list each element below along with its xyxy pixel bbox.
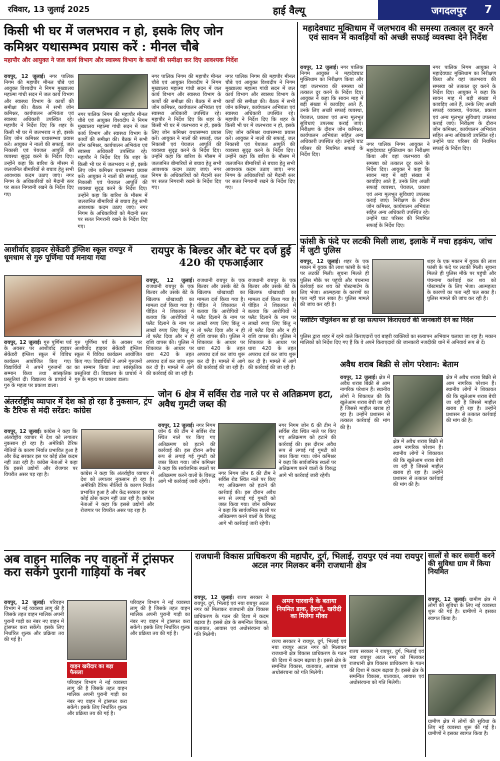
vehicle-headline: अब वाहन मालिक नए वाहनों में ट्रांसफर करा सकेंगे पुरानी गाड़ियों के नंबर	[4, 552, 174, 580]
lead-story	[4, 24, 295, 242]
divider-horizontal-4	[300, 316, 496, 317]
section-banner	[378, 0, 500, 20]
congress-story	[4, 398, 154, 548]
builder-dateline: रायपुर, 12 जुलाई।	[146, 278, 194, 284]
school-dateline: रायपुर, 12 जुलाई।	[4, 340, 42, 346]
mahadevghat-story	[300, 24, 496, 234]
mahadevghat-body: नगर पालिक निगम आयुक्त ने महादेवघाट मुक्तिधाम का निरीक्षण किया और वहां जलभराव की समस्या को तत्काल दूर करने के निर्देश दिए। आयुक्त ने कहा कि सावन माह में बड़ी संख्या में कावड़िए आते हैं, उनके लिए अच्छी सफाई व्यवस्था, पेयजल, प्रकाश एवं अन्य मूलभूत सुविधाएं उपलब्ध कराई जाएं। निरीक्षण के दौरान जोन कमिश्नर, कार्यपालन अभियंता सहित अन्य अधिकारी उपस्थित रहे। उन्होंने घाट परिसर की नियमित सफाई के निर्देश दिए।	[300, 65, 364, 158]
capital-region-body: रायपुर, 12 जुलाई। राज्य सरकार ने रायपुर, दुर्ग, भिलाई एवं नया रायपुर अटल नगर को मिलाकर राजधानी क्षेत्र विकास प्राधिकरण के गठन की दिशा में कदम बढ़ाया है। इससे क्षेत्र के समन्वित विकास, यातायात, आवास एवं अधोसंरचना को गति मिलेगी।	[194, 595, 269, 639]
vehicle-story	[4, 553, 190, 757]
hanging-body: रायपुर, 12 जुलाई। शहर के एक मकान में युवक की लाश फांसी के फंदे पर लटकी मिली। सूचना मिलते ही पुलिस मौके पर पहुंची और पंचनामा कार्रवाई कर शव को पोस्टमार्टम के लिए भेजा। आत्महत्या के कारणों का पता नहीं चल सका है। पुलिस मामले की जांच कर रही है।	[300, 259, 369, 309]
builder-headline: रायपुर के बिल्डर और बेटे पर दर्ज हुई 420 की एफआईआर	[150, 245, 292, 269]
encroachment-body-col3: नगर निगम जोन 6 की टीम ने सर्विस रोड स्थित नाले पर किए गए अतिक्रमण को हटाने की कार्रवाई की। इस दौरान अवैध रूप से लगाई गई गुमटी को जब्त किया गया। जोन कमिश्नर ने कहा कि सार्वजनिक स्थलों पर अतिक्रमण करने वालों के विरुद्ध आगे भी कार्रवाई जारी रहेगी।	[278, 423, 336, 479]
school-story	[4, 246, 142, 396]
liquor-dateline: रायपुर, 12 जुलाई।	[340, 375, 377, 381]
congress-dateline: रायपुर, 12 जुलाई।	[4, 429, 42, 435]
lead-headline-2: कमिश्नर यथासम्भव प्रयास करें : मीनल चौबे	[4, 38, 199, 54]
vehicle-photo	[67, 600, 127, 660]
lead-dateline: रायपुर, 12 जुलाई।	[4, 73, 46, 80]
lead-body-col2: नगर पालिक निगम की महापौर मीनल चौबे एवं आयुक्त विश्वदीप ने निगम मुख्यालय महात्मा गांधी सदन में जल कार्य विभाग और स्वास्थ्य विभाग के कार्यों की समीक्षा की। बैठक में सभी जोन कमिश्नर, कार्यपालन अभियंता एवं स्वास्थ्य अधिकारी उपस्थित रहे। महापौर ने निर्देश दिए कि शहर के किसी भी घर में जलभराव न हो, इसके लिए जोन कमिश्नर यथासम्भव प्रयास करें। आयुक्त ने नालों की सफाई, जल निकासी एवं पेयजल आपूर्ति की व्यवस्था सुदृढ़ करने के निर्देश दिए। उन्होंने कहा कि बारिश के मौसम में जलजनित बीमारियों से बचाव हेतु सभी आवश्यक कदम उठाए जाएं। नगर निगम के अधिकारियों को मैदानी स्तर पर सतत निगरानी रखने के निर्देश दिए गए।	[77, 111, 148, 230]
verification-body: पुलिस द्वारा शहर में रहने वाले किराएदारों एवं बाहरी व्यक्तियों का सत्यापन अभियान चलाया जा रहा है। मकान मालिकों को निर्देश दिए गए हैं कि वे अपने किराएदारों की जानकारी नजदीकी थाने में अनिवार्य रूप से दें।	[300, 334, 496, 347]
capital-region-headline: राजधानी विकास प्राधिकरण की महापौर, दुर्ग, भिलाई, रायपुर एवं नया रायपुर अटल नगर मिलकर बनेंगे राजधानी क्षेत्र	[195, 551, 423, 571]
capital-region-body-col3: राज्य सरकार ने रायपुर, दुर्ग, भिलाई एवं नया रायपुर अटल नगर को मिलाकर राजधानी क्षेत्र विकास प्राधिकरण के गठन की दिशा में कदम बढ़ाया है। इससे क्षेत्र के समन्वित विकास, यातायात, आवास एवं अधोसंरचना को गति मिलेगी।	[349, 649, 425, 687]
verification-headline: फ्लोटिंग पॉपुलेशन का हो रहा सत्यापन किराएदारों की जानकारी देने का निर्देश	[300, 317, 474, 324]
masthead	[0, 0, 500, 20]
mahadevghat-photo	[366, 65, 429, 139]
mahadevghat-body-col1	[300, 65, 363, 233]
liquor-body: रायपुर, 12 जुलाई। क्षेत्र में अवैध शराब बिक्री से आम नागरिक परेशान हैं। स्थानीय लोगों ने शिकायत की कि खुलेआम शराब बेची जा रही है जिससे माहौल खराब हो रहा है। उन्होंने प्रशासन से तत्काल कार्रवाई की मांग की है।	[340, 375, 390, 431]
lead-headline-1: किसी भी घर में जलभराव न हो, इसके लिए जोन	[4, 23, 224, 38]
issue-date: रविवार, 13 जुलाई 2025	[8, 5, 90, 14]
village-body: रायपुर, 12 जुलाई। ग्रामीण क्षेत्र में लोगों की सुविधा के लिए नई व्यवस्था शुरू की गई है। ग्रामीणों ने इसका स्वागत किया है।	[428, 597, 497, 622]
hanging-dateline: रायपुर, 12 जुलाई।	[300, 259, 340, 265]
builder-body-col2: राजधानी रायपुर के एक बिल्डर और उसके बेटे के खिलाफ धोखाधड़ी का मामला दर्ज किया गया है। पीड़ित ने शिकायत में बताया कि आरोपियों ने फ्लैट दिलाने के नाम पर लाखों रुपए लिए किंतु न तो फ्लैट दिया और न ही राशि वापस की। पुलिस ने शिकायत के आधार पर धारा 420 के तहत अपराध दर्ज कर जांच शुरू कर दी है। मामले में आगे की कार्रवाई की जा रही है।	[197, 278, 245, 371]
liquor-body-col2: क्षेत्र में अवैध शराब बिक्री से आम नागरिक परेशान हैं। स्थानीय लोगों ने शिकायत की कि खुलेआम शराब बेची जा रही है जिससे माहौल खराब हो रहा है। उन्होंने प्रशासन से तत्काल कार्रवाई की मांग की है।	[393, 439, 443, 489]
hanging-story	[300, 237, 496, 315]
lead-body: नगर पालिक निगम की महापौर मीनल चौबे एवं आयुक्त विश्वदीप ने निगम मुख्यालय महात्मा गांधी सदन में जल कार्य विभाग और स्वास्थ्य विभाग के कार्यों की समीक्षा की। बैठक में सभी जोन कमिश्नर, कार्यपालन अभियंता एवं स्वास्थ्य अधिकारी उपस्थित रहे। महापौर ने निर्देश दिए कि शहर के किसी भी घर में जलभराव न हो, इसके लिए जोन कमिश्नर यथासम्भव प्रयास करें। आयुक्त ने नालों की सफाई, जल निकासी एवं पेयजल आपूर्ति की व्यवस्था सुदृढ़ करने के निर्देश दिए। उन्होंने कहा कि बारिश के मौसम में जलजनित बीमारियों से बचाव हेतु सभी आवश्यक कदम उठाए जाएं। नगर निगम के अधिकारियों को मैदानी स्तर पर सतत निगरानी रखने के निर्देश दिए गए।	[4, 73, 74, 198]
school-photo	[4, 275, 142, 337]
lead-subhead: महापौर और आयुक्त ने जल कार्य विभाग और स्वास्थ्य विभाग के कार्यों की समीक्षा कर दिए आवश्यक निर्देश	[4, 56, 238, 64]
mahadevghat-body-col3: नगर पालिक निगम आयुक्त ने महादेवघाट मुक्तिधाम का निरीक्षण किया और वहां जलभराव की समस्या को तत्काल दूर करने के निर्देश दिए। आयुक्त ने कहा कि सावन माह में बड़ी संख्या में कावड़िए आते हैं, उनके लिए अच्छी सफाई व्यवस्था, पेयजल, प्रकाश एवं अन्य मूलभूत सुविधाएं उपलब्ध कराई जाएं। निरीक्षण के दौरान जोन कमिश्नर, कार्यपालन अभियंता सहित अन्य अधिकारी उपस्थित रहे। उन्होंने घाट परिसर की नियमित सफाई के निर्देश दिए।	[432, 65, 496, 152]
liquor-story	[340, 360, 496, 548]
school-body: रायपुर, 12 जुलाई। गुरु पूर्णिमा पर्व के अवसर पर आशीर्वाद हाइयर सेकेंडरी इंग्लिश स्कूल में विविध कार्यक्रम आयोजित किए गए। विद्यार्थियों ने अपने गुरुजनों का सम्मान किया तथा सांस्कृतिक प्रस्तुतियां दीं। विद्यालय के प्राचार्य ने गुरु के महत्व पर प्रकाश डाला।	[4, 340, 72, 390]
vehicle-body: रायपुर, 12 जुलाई। परिवहन विभाग ने नई व्यवस्था लागू की है जिसके तहत वाहन मालिक अपनी पुरानी गाड़ी का नंबर नए वाहन में ट्रांसफर करा सकेंगे। इसके लिए निर्धारित शुल्क और प्रक्रिया तय की गई है।	[4, 600, 65, 644]
builder-body-col3: राजधानी रायपुर के एक बिल्डर और उसके बेटे के खिलाफ धोखाधड़ी का मामला दर्ज किया गया है। पीड़ित ने शिकायत में बताया कि आरोपियों ने फ्लैट दिलाने के नाम पर लाखों रुपए लिए किंतु न तो फ्लैट दिया और न ही राशि वापस की। पुलिस ने शिकायत के आधार पर धारा 420 के तहत अपराध दर्ज कर जांच शुरू कर दी है। मामले में आगे की कार्रवाई की जा रही है।	[248, 278, 296, 371]
vehicle-body-col3: परिवहन विभाग ने नई व्यवस्था लागू की है जिसके तहत वाहन मालिक अपनी पुरानी गाड़ी का नंबर नए वाहन में ट्रांसफर करा सकेंगे। इसके लिए निर्धारित शुल्क और प्रक्रिया तय की गई है।	[130, 600, 190, 638]
school-headline: आशीर्वाद हाइयर सेकेंडरी इंग्लिश स्कूल रायपुर में धूमधाम से गुरु पूर्णिमा पर्व मनाया गया	[4, 245, 133, 263]
city-section: जगदलपुर	[431, 5, 467, 17]
verification-story	[300, 318, 496, 356]
builder-body-col1: रायपुर, 12 जुलाई। राजधानी रायपुर के एक बिल्डर और उसके बेटे के खिलाफ धोखाधड़ी का मामला दर्ज किया गया है। पीड़ित ने शिकायत में बताया कि आरोपियों ने फ्लैट दिलाने के नाम पर लाखों रुपए लिए किंतु न तो फ्लैट दिया और न ही राशि वापस की। पुलिस ने शिकायत के आधार पर धारा 420 के तहत अपराध दर्ज कर जांच शुरू कर दी है। मामले में आगे की कार्रवाई की जा रही है।	[146, 278, 194, 378]
capital-region-body-col2: राज्य सरकार ने रायपुर, दुर्ग, भिलाई एवं नया रायपुर अटल नगर को मिलाकर राजधानी क्षेत्र विकास प्राधिकरण के गठन की दिशा में कदम बढ़ाया है। इससे क्षेत्र के समन्वित विकास, यातायात, आवास एवं अधोसंरचना को गति मिलेगी।	[271, 639, 347, 677]
divider-horizontal-1	[4, 244, 296, 245]
lead-body-col1	[4, 74, 74, 230]
village-story	[428, 552, 496, 757]
liquor-body-col3: क्षेत्र में अवैध शराब बिक्री से आम नागरिक परेशान हैं। स्थानीय लोगों ने शिकायत की कि खुलेआम शराब बेची जा रही है जिससे माहौल खराब हो रहा है। उन्होंने प्रशासन से तत्काल कार्रवाई की मांग की है।	[446, 375, 496, 425]
encroachment-body-col2: नगर निगम जोन 6 की टीम ने सर्विस रोड स्थित नाले पर किए गए अतिक्रमण को हटाने की कार्रवाई की। इस दौरान अवैध रूप से लगाई गई गुमटी को जब्त किया गया। जोन कमिश्नर ने कहा कि सार्वजनिक स्थलों पर अतिक्रमण करने वालों के विरुद्ध आगे भी कार्रवाई जारी रहेगी।	[218, 471, 276, 527]
congress-photo	[81, 429, 155, 469]
vehicle-tag: वाहन खरीदार का बड़ा फैसला	[67, 662, 127, 678]
village-photo	[428, 674, 496, 716]
vehicle-body-col2: परिवहन विभाग ने नई व्यवस्था लागू की है जिसके तहत वाहन मालिक अपनी पुरानी गाड़ी का नंबर नए वाहन में ट्रांसफर करा सकेंगे। इसके लिए निर्धारित शुल्क और प्रक्रिया तय की गई है।	[67, 680, 127, 718]
liquor-photo	[393, 375, 443, 437]
lead-body-col4: नगर पालिक निगम की महापौर मीनल चौबे एवं आयुक्त विश्वदीप ने निगम मुख्यालय महात्मा गांधी सदन में जल कार्य विभाग और स्वास्थ्य विभाग के कार्यों की समीक्षा की। बैठक में सभी जोन कमिश्नर, कार्यपालन अभियंता एवं स्वास्थ्य अधिकारी उपस्थित रहे। महापौर ने निर्देश दिए कि शहर के किसी भी घर में जलभराव न हो, इसके लिए जोन कमिश्नर यथासम्भव प्रयास करें। आयुक्त ने नालों की सफाई, जल निकासी एवं पेयजल आपूर्ति की व्यवस्था सुदृढ़ करने के निर्देश दिए। उन्होंने कहा कि बारिश के मौसम में जलजनित बीमारियों से बचाव हेतु सभी आवश्यक कदम उठाए जाएं। नगर निगम के अधिकारियों को मैदानी स्तर पर सतत निगरानी रखने के निर्देश दिए गए।	[225, 73, 295, 192]
congress-body-col2: कांग्रेस ने कहा कि अंतर्राष्ट्रीय व्यापार में देश को लगातार नुकसान हो रहा है। अमेरिकी टैरिफ नीतियों के कारण निर्यात प्रभावित हुआ है और केंद्र सरकार इस पर कोई ठोस कदम नहीं उठा रही है। कांग्रेस नेताओं ने कहा कि इससे उद्योगों और रोजगार पर विपरीत असर पड़ रहा है।	[80, 471, 154, 515]
mahadevghat-dateline: रायपुर, 12 जुलाई।	[300, 65, 339, 71]
mahadevghat-body-col2: नगर पालिक निगम आयुक्त ने महादेवघाट मुक्तिधाम का निरीक्षण किया और वहां जलभराव की समस्या को तत्काल दूर करने के निर्देश दिए। आयुक्त ने कहा कि सावन माह में बड़ी संख्या में कावड़िए आते हैं, उनके लिए अच्छी सफाई व्यवस्था, पेयजल, प्रकाश एवं अन्य मूलभूत सुविधाएं उपलब्ध कराई जाएं। निरीक्षण के दौरान जोन कमिश्नर, कार्यपालन अभियंता सहित अन्य अधिकारी उपस्थित रहे। उन्होंने घाट परिसर की नियमित सफाई के निर्देश दिए।	[366, 142, 430, 229]
capital-region-dateline: रायपुर, 12 जुलाई।	[194, 595, 234, 601]
mahadevghat-headline: महादेवघाट मुक्तिधाम में जलभराव की समस्या तत्काल दूर करने एवं सावन में कावड़ियों को अच्छी सफाई व्यवस्था देने निर्देश	[302, 23, 494, 43]
liquor-headline: अवैध शराब बिक्री से लोग परेशान: बेताम	[340, 359, 459, 369]
congress-headline: अंतरर्राष्ट्रीय व्यापार में देश को हो रहा है नुकसान, ट्रंप के टैरिफ से मंदी सरेंडर: कांग्रेस	[4, 397, 152, 415]
divider-vertical-bottom-1	[191, 552, 192, 757]
encroachment-dateline: रायपुर, 12 जुलाई।	[158, 423, 195, 429]
encroachment-headline: जोन 6 क्षेत्र में सर्विस रोड नाले पर से अतिक्रमण हटा, अवैध गुमटी जब्त की	[158, 390, 333, 411]
newspaper-brand: हाई वैल्यू	[272, 5, 306, 17]
capital-region-callout: अमन पारवानी के बताया नियमित डाक, हैरानी, खरीदी का मिलेगा मौका	[272, 595, 347, 637]
lead-body-col3: नगर पालिक निगम की महापौर मीनल चौबे एवं आयुक्त विश्वदीप ने निगम मुख्यालय महात्मा गांधी सदन में जल कार्य विभाग और स्वास्थ्य विभाग के कार्यों की समीक्षा की। बैठक में सभी जोन कमिश्नर, कार्यपालन अभियंता एवं स्वास्थ्य अधिकारी उपस्थित रहे। महापौर ने निर्देश दिए कि शहर के किसी भी घर में जलभराव न हो, इसके लिए जोन कमिश्नर यथासम्भव प्रयास करें। आयुक्त ने नालों की सफाई, जल निकासी एवं पेयजल आपूर्ति की व्यवस्था सुदृढ़ करने के निर्देश दिए। उन्होंने कहा कि बारिश के मौसम में जलजनित बीमारियों से बचाव हेतु सभी आवश्यक कदम उठाए जाएं। नगर निगम के अधिकारियों को मैदानी स्तर पर सतत निगरानी रखने के निर्देश दिए गए।	[151, 73, 222, 192]
hanging-headline: फांसी के फंदे पर लटकी मिली लाश, इलाके में मचा हड़कंप, जांच में जुटी पुलिस	[300, 236, 493, 256]
congress-body: रायपुर, 12 जुलाई। कांग्रेस ने कहा कि अंतर्राष्ट्रीय व्यापार में देश को लगातार नुकसान हो रहा है। अमेरिकी टैरिफ नीतियों के कारण निर्यात प्रभावित हुआ है और केंद्र सरकार इस पर कोई ठोस कदम नहीं उठा रही है। कांग्रेस नेताओं ने कहा कि इससे उद्योगों और रोजगार पर विपरीत असर पड़ रहा है।	[4, 429, 78, 479]
divider-vertical-bottom-2	[425, 552, 426, 757]
hanging-body-col2: शहर के एक मकान में युवक की लाश फांसी के फंदे पर लटकी मिली। सूचना मिलते ही पुलिस मौके पर पहुंची और पंचनामा कार्रवाई कर शव को पोस्टमार्टम के लिए भेजा। आत्महत्या के कारणों का पता नहीं चल सका है। पुलिस मामले की जांच कर रही है।	[427, 259, 496, 303]
page-number: 7	[484, 3, 492, 16]
capital-region-story	[194, 552, 424, 757]
encroachment-body: रायपुर, 12 जुलाई। नगर निगम जोन 6 की टीम ने सर्विस रोड स्थित नाले पर किए गए अतिक्रमण को हटाने की कार्रवाई की। इस दौरान अवैध रूप से लगाई गई गुमटी को जब्त किया गया। जोन कमिश्नर ने कहा कि सार्वजनिक स्थलों पर अतिक्रमण करने वालों के विरुद्ध आगे भी कार्रवाई जारी रहेगी।	[158, 423, 216, 485]
divider-horizontal-2	[4, 396, 154, 397]
divider-vertical-top	[297, 22, 298, 358]
school-body-col2: गुरु पूर्णिमा पर्व के अवसर पर आशीर्वाद हाइयर सेकेंडरी इंग्लिश स्कूल में विविध कार्यक्रम आयोजित किए गए। विद्यार्थियों ने अपने गुरुजनों का सम्मान किया तथा सांस्कृतिक प्रस्तुतियां दीं। विद्यालय के प्राचार्य ने गुरु के महत्व पर प्रकाश डाला।	[74, 340, 142, 384]
lead-photo	[78, 74, 148, 109]
divider-horizontal-3	[300, 235, 496, 236]
encroachment-story	[158, 390, 336, 548]
village-headline: सालों से कार सवारी करने की सुविधा ग्राम में किया नियमित	[428, 551, 495, 577]
village-body-col2: ग्रामीण क्षेत्र में लोगों की सुविधा के लिए नई व्यवस्था शुरू की गई है। ग्रामीणों ने इसका स्वागत किया है।	[428, 719, 496, 738]
village-dateline: रायपुर, 12 जुलाई।	[428, 597, 467, 603]
hanging-photo	[372, 259, 424, 314]
builder-story	[146, 246, 296, 386]
capital-region-photo	[349, 595, 424, 647]
encroachment-photo	[218, 423, 275, 469]
vehicle-dateline: रायपुर, 12 जुलाई।	[4, 600, 46, 606]
divider-horizontal-5	[4, 550, 496, 551]
